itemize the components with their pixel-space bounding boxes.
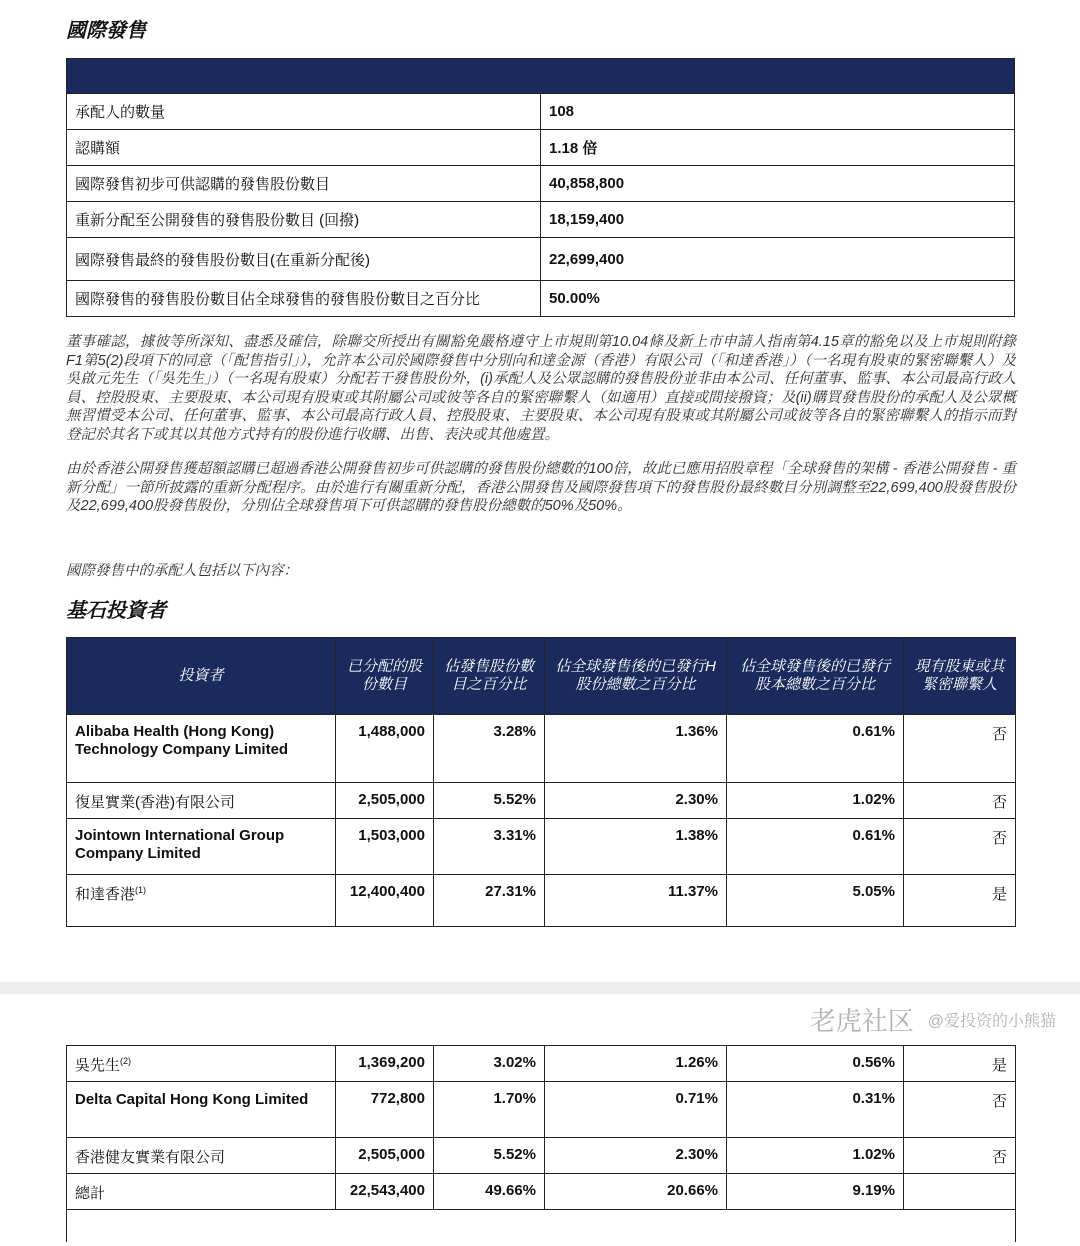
existing-shareholder: 是 — [904, 1046, 1016, 1082]
cornerstone-table-page1 — [66, 637, 1016, 927]
shares-allocated: 12,400,400 — [336, 875, 434, 927]
summary-row — [67, 238, 1015, 281]
investor-name-text: Delta Capital Hong Kong Limited — [75, 1091, 309, 1108]
summary-row — [67, 202, 1015, 238]
pct-offer-shares: 27.31% — [434, 875, 545, 927]
pct-total-shares: 1.02% — [727, 783, 904, 819]
summary-value: 50.00% — [541, 281, 1015, 317]
summary-label: 認購額 — [67, 130, 541, 166]
paragraph-reallocation: 由於香港公開發售獲超額認購已超過香港公開發售初步可供認購的發售股份總數的100倍，故此已應用招股章程「全球發售的架構 - 香港公開發售 - 重新分配」一節所披露的重新分配程序。由於進行有關重新分配，香港公開發售及國際發售項下的發售股份最終數目分別調整至22,699,400股發售股份及22,699,400股發售股份，分別佔全球發售項下可供認購的發售股份總數的50%及50%。 — [66, 461, 1016, 514]
section-title-international-offering: 國際發售 — [66, 20, 146, 42]
investor-name — [67, 819, 336, 875]
pct-total-shares: 0.61% — [727, 819, 904, 875]
footnote-ref: (1) — [135, 885, 147, 895]
pct-offer-shares: 49.66% — [434, 1174, 545, 1210]
shares-allocated: 772,800 — [336, 1082, 434, 1138]
investor-name-text: 總計 — [75, 1185, 106, 1202]
section-title-cornerstone: 基石投資者 — [66, 600, 166, 622]
summary-value: 40,858,800 — [541, 166, 1015, 202]
column-header: 投資者 — [67, 638, 336, 715]
summary-row — [67, 281, 1015, 317]
pct-h-shares: 1.36% — [545, 715, 727, 783]
existing-shareholder: 否 — [904, 1138, 1016, 1174]
table-row — [67, 783, 1016, 819]
page-flow — [0, 333, 1080, 1242]
investor-name-text: Jointown International Group Company Limited — [75, 827, 285, 862]
table-continuation — [67, 1210, 1016, 1243]
investor-name — [67, 783, 336, 819]
shares-allocated: 1,503,000 — [336, 819, 434, 875]
pct-total-shares: 5.05% — [727, 875, 904, 927]
pct-offer-shares: 3.28% — [434, 715, 545, 783]
existing-shareholder: 否 — [904, 715, 1016, 783]
column-header: 現有股東或其緊密聯繫人 — [904, 638, 1016, 715]
shares-allocated: 22,543,400 — [336, 1174, 434, 1210]
table-row — [67, 1046, 1016, 1082]
pct-total-shares: 9.19% — [727, 1174, 904, 1210]
pct-offer-shares: 3.31% — [434, 819, 545, 875]
existing-shareholder: 是 — [904, 875, 1016, 927]
pct-offer-shares: 5.52% — [434, 1138, 545, 1174]
investor-name — [67, 715, 336, 783]
investor-name-text: 香港健友實業有限公司 — [75, 1149, 226, 1166]
summary-value: 1.18 倍 — [541, 130, 1015, 166]
summary-label: 國際發售最終的發售股份數目(在重新分配後) — [67, 238, 541, 281]
summary-row — [67, 166, 1015, 202]
table-row — [67, 1138, 1016, 1174]
summary-label: 國際發售的發售股份數目佔全球發售的發售股份數目之百分比 — [67, 281, 541, 317]
footnote-ref: (2) — [120, 1056, 132, 1066]
pct-h-shares: 1.38% — [545, 819, 727, 875]
shares-allocated: 1,488,000 — [336, 715, 434, 783]
pct-h-shares: 20.66% — [545, 1174, 727, 1210]
existing-shareholder: 否 — [904, 1082, 1016, 1138]
summary-label: 國際發售初步可供認購的發售股份數目 — [67, 166, 541, 202]
column-header: 佔全球發售後的已發行股本總數之百分比 — [727, 638, 904, 715]
page-break — [0, 982, 1080, 994]
summary-label: 重新分配至公開發售的發售股份數目 (回撥) — [67, 202, 541, 238]
column-header: 佔全球發售後的已發行H股份總數之百分比 — [545, 638, 727, 715]
table-row — [67, 715, 1016, 783]
pct-total-shares: 0.56% — [727, 1046, 904, 1082]
paragraph-director-confirmation: 董事確認，據彼等所深知、盡悉及確信，除聯交所授出有關豁免嚴格遵守上市規則第10.04條及新上市申請人指南第4.15章的豁免以及上市規則附錄F1第5(2)段項下的同意（「配售指引」），允許本公司於國際發售中分別向和達金源（香港）有限公司（「和達香港」）（一名現有股東的緊密聯繫人）及吳啟元先生（「吳先生」）（一名現有股東）分配若干發售股份外，(i)承配人及公眾認購的發售股份並非由本公司、任何董事、監事、本公司最高行政人員、控股股東、主要股東、本公司現有股東或其附屬公司或彼等各自的緊密聯繫人（如適用）直接或間接撥資；及(ii)購買發售股份的承配人及公眾概無習慣受本公司、任何董事、監事、本公司最高行政人員、控股股東、主要股東、本公司現有股東或其附屬公司或彼等各自的緊密聯繫人的指示而對登記於其名下或其以其他方式持有的股份進行收購、出售、表決或其他處置。 — [66, 334, 1016, 443]
table-row — [67, 1082, 1016, 1138]
pct-total-shares: 0.61% — [727, 715, 904, 783]
pct-h-shares: 0.71% — [545, 1082, 727, 1138]
pct-offer-shares: 3.02% — [434, 1046, 545, 1082]
watermark-brand: 老虎社区 — [809, 1006, 914, 1036]
pct-total-shares: 0.31% — [727, 1082, 904, 1138]
pct-h-shares: 11.37% — [545, 875, 727, 927]
shares-allocated: 2,505,000 — [336, 783, 434, 819]
pct-offer-shares: 1.70% — [434, 1082, 545, 1138]
pct-h-shares: 1.26% — [545, 1046, 727, 1082]
shares-allocated: 1,369,200 — [336, 1046, 434, 1082]
existing-shareholder: 否 — [904, 819, 1016, 875]
existing-shareholder — [904, 1174, 1016, 1210]
pct-total-shares: 1.02% — [727, 1138, 904, 1174]
investor-name-text: 和達香港 — [75, 886, 136, 903]
watermark-logo — [0, 994, 1080, 1045]
pct-h-shares: 2.30% — [545, 783, 727, 819]
investor-name — [67, 1174, 336, 1210]
summary-table — [66, 58, 1015, 317]
shares-allocated: 2,505,000 — [336, 1138, 434, 1174]
existing-shareholder: 否 — [904, 783, 1016, 819]
table-header-band — [67, 59, 1015, 94]
column-header: 佔發售股份數目之百分比 — [434, 638, 545, 715]
summary-label: 承配人的數量 — [67, 94, 541, 130]
table-row — [67, 819, 1016, 875]
investor-name — [67, 875, 336, 927]
summary-row — [67, 94, 1015, 130]
cornerstone-table-page2 — [66, 1045, 1016, 1242]
summary-value: 18,159,400 — [541, 202, 1015, 238]
investor-name — [67, 1046, 336, 1082]
pct-offer-shares: 5.52% — [434, 783, 545, 819]
summary-value: 108 — [541, 94, 1015, 130]
table-row — [67, 1174, 1016, 1210]
paragraph-placees-intro: 國際發售中的承配人包括以下內容： — [66, 562, 298, 579]
summary-value: 22,699,400 — [541, 238, 1015, 281]
pct-h-shares: 2.30% — [545, 1138, 727, 1174]
investor-name — [67, 1138, 336, 1174]
investor-name — [67, 1082, 336, 1138]
watermark-user: @爱投资的小熊猫 — [927, 1013, 1056, 1030]
investor-name-text: 復星實業(香港)有限公司 — [75, 794, 235, 811]
summary-row — [67, 130, 1015, 166]
column-header: 已分配的股份數目 — [336, 638, 434, 715]
table-row — [67, 875, 1016, 927]
investor-name-text: 吳先生 — [75, 1057, 121, 1074]
investor-name-text: Alibaba Health (Hong Kong) Technology Company Limited — [75, 723, 289, 758]
